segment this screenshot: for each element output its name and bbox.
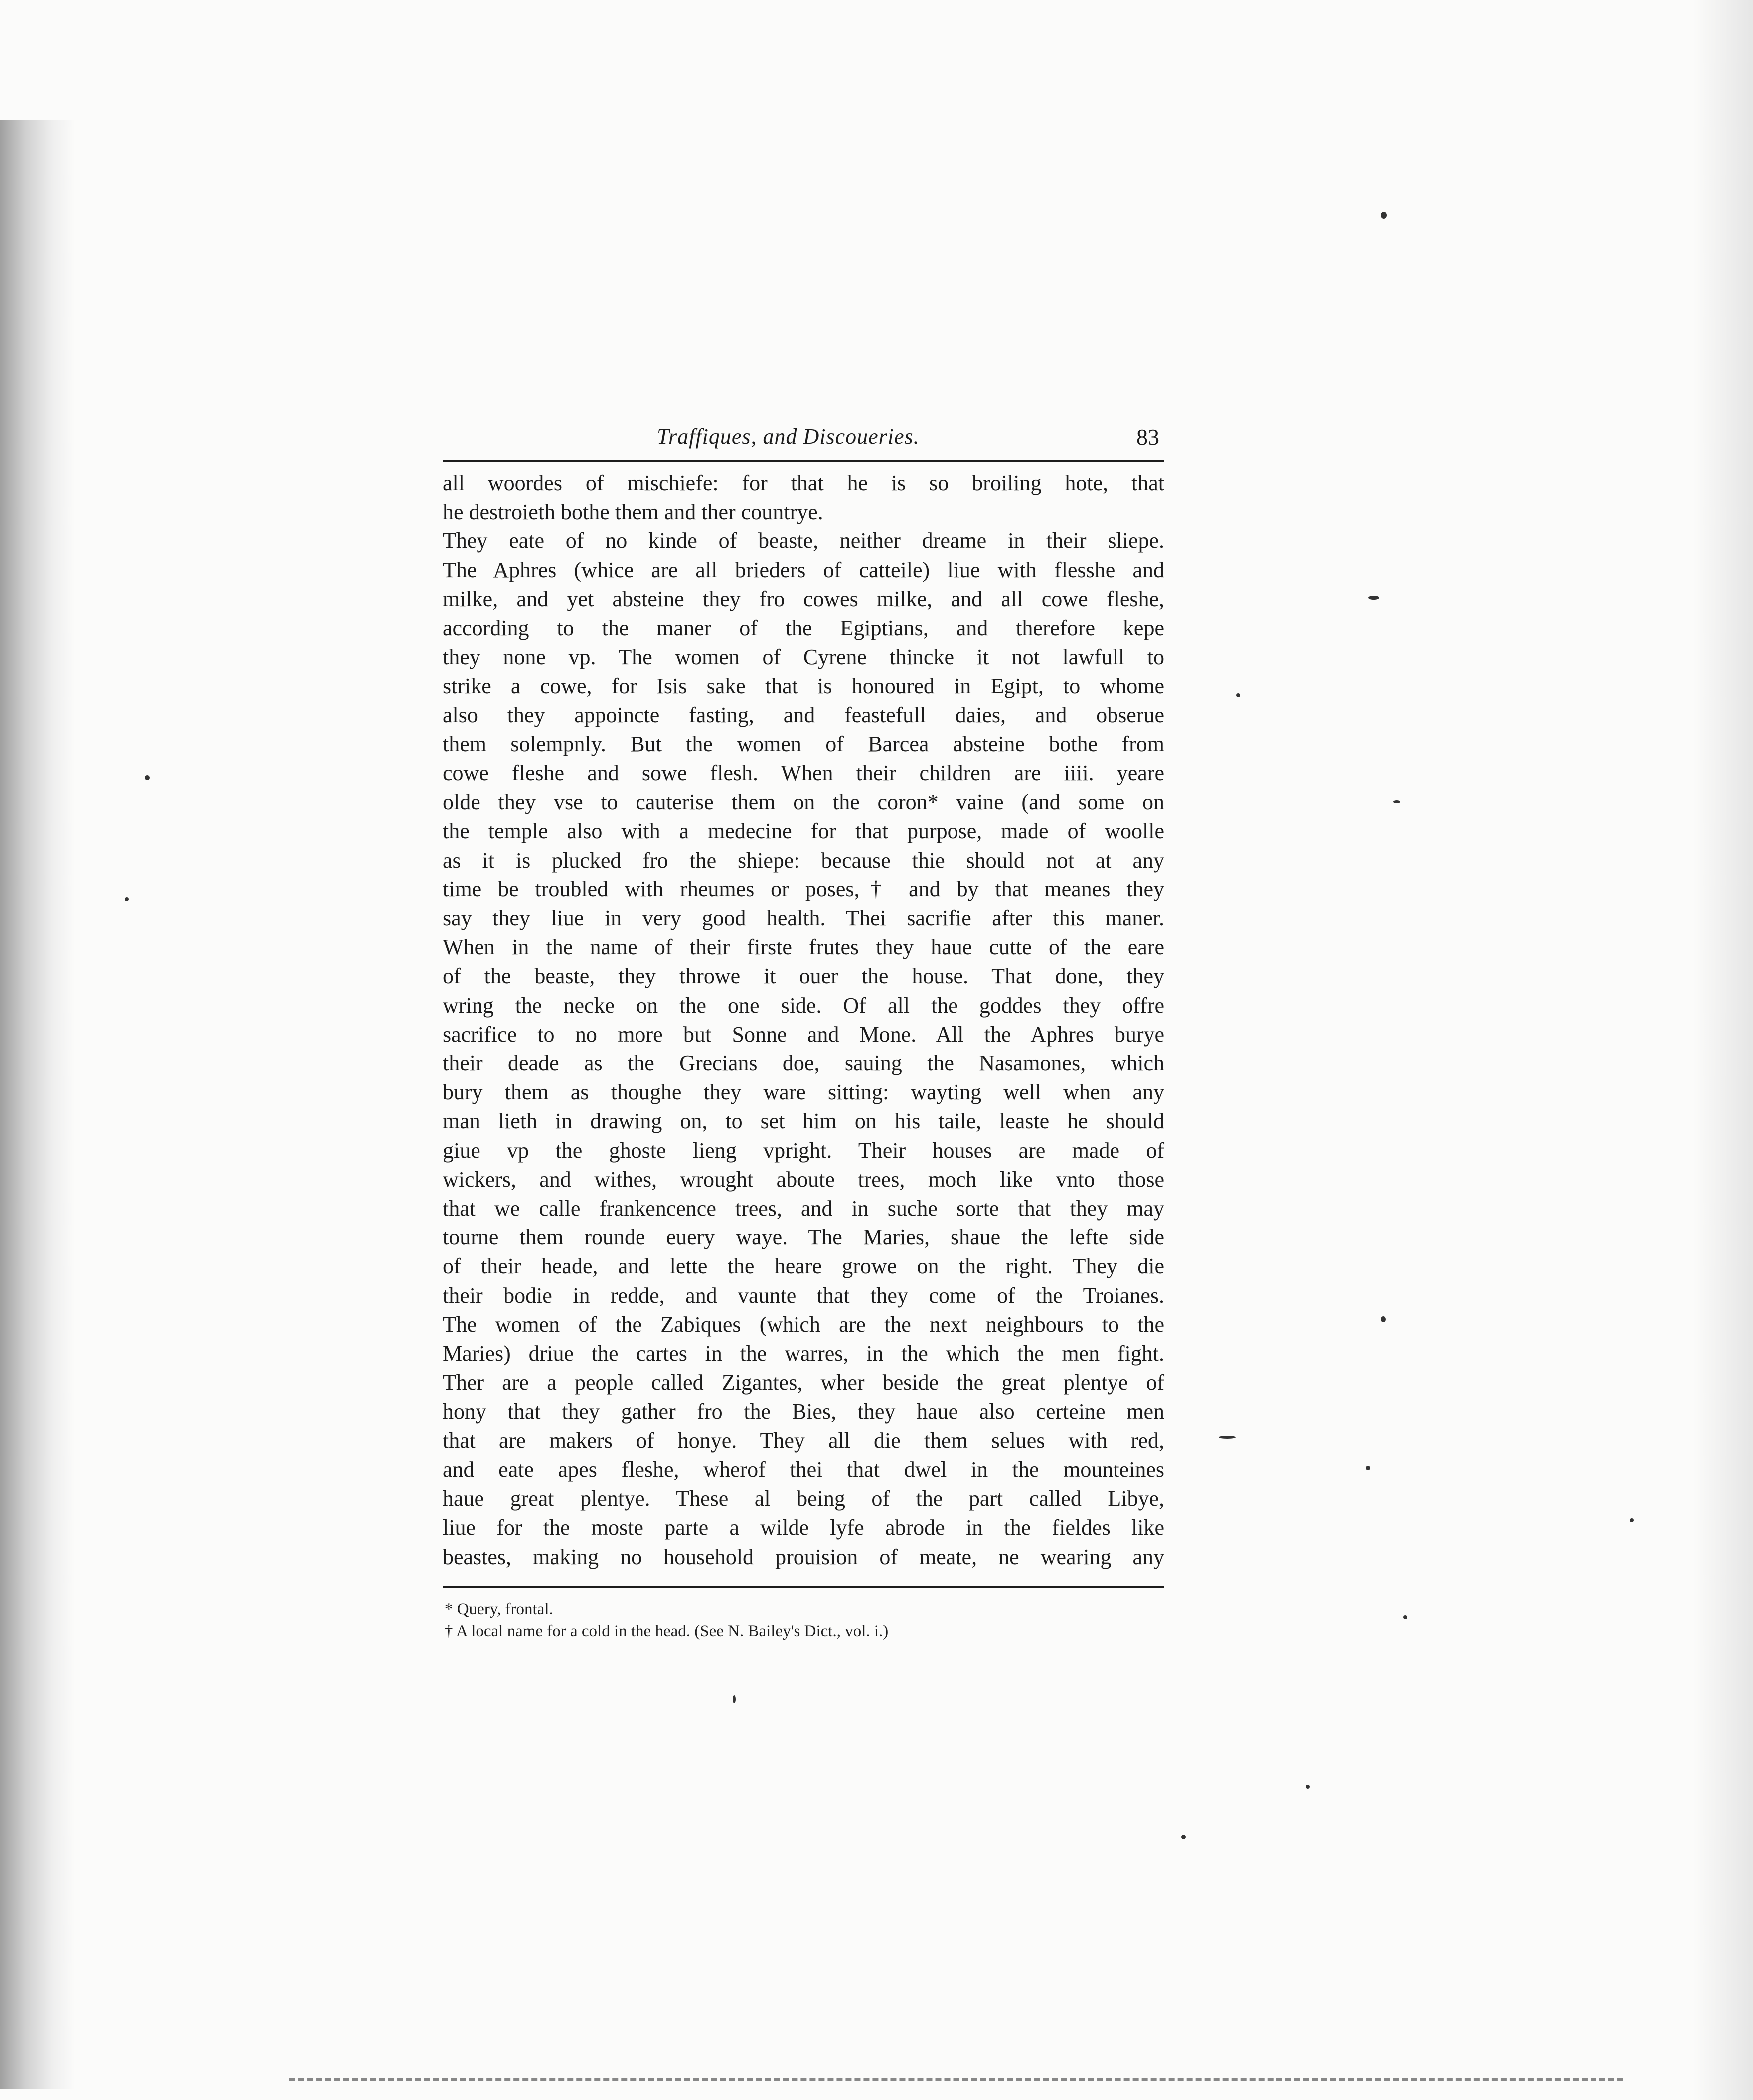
text-line: strike a cowe, for Isis sake that is honoured in Egipt, to whome — [443, 674, 1164, 699]
text-line: The Aphres (whice are all brieders of catteile) liue with flesshe and — [443, 557, 1164, 582]
text-line: tourne them rounde euery waye. The Maries, shaue the lefte side — [443, 1225, 1164, 1250]
text-line: their deade as the Grecians doe, sauing the Nasamones, which — [443, 1051, 1164, 1076]
page-edge-shadow — [1693, 0, 1753, 2100]
text-line: olde they vse to cauterise them on the coron* vaine (and some on — [443, 790, 1164, 815]
scan-speck — [125, 897, 129, 901]
text-line: that are makers of honye. They all die them selues with red, — [443, 1428, 1164, 1453]
text-line: bury them as thoughe they ware sitting: wayting well when any — [443, 1080, 1164, 1105]
running-title: Traffiques, and Discoueries. — [657, 424, 920, 449]
text-line: and eate apes fleshe, wherof thei that dwel in the mounteines — [443, 1457, 1164, 1482]
text-line: cowe fleshe and sowe flesh. When their children are iiii. yeare — [443, 761, 1164, 786]
text-line: giue vp the ghoste lieng vpright. Their houses are made of — [443, 1138, 1164, 1163]
footnote-cold-in-head: † A local name for a cold in the head. (See N. Bailey's Dict., vol. i.) — [445, 1622, 889, 1640]
text-line: beastes, making no household prouision of meate, ne wearing any — [443, 1544, 1164, 1569]
scan-speck — [733, 1695, 736, 1703]
text-line: of the beaste, they throwe it ouer the house. That done, they — [443, 964, 1164, 989]
scan-speck — [1393, 800, 1400, 803]
text-line: The women of the Zabiques (which are the next neighbours to the — [443, 1312, 1164, 1337]
scan-speck — [1306, 1785, 1310, 1789]
scan-speck — [1366, 1466, 1370, 1470]
bottom-scan-artifact — [289, 2078, 1623, 2086]
text-line: haue great plentye. These al being of the part called Libye, — [443, 1486, 1164, 1511]
text-line: of their heade, and lette the heare growe on the right. They die — [443, 1254, 1164, 1279]
footnote-rule — [443, 1586, 1164, 1588]
scan-speck — [1381, 1316, 1386, 1322]
text-line: liue for the moste parte a wilde lyfe abrode in the fieldes like — [443, 1515, 1164, 1540]
text-line: they none vp. The women of Cyrene thincke it not lawfull to — [443, 645, 1164, 670]
gutter-shadow — [0, 120, 75, 2089]
text-line: wring the necke on the one side. Of all the goddes they offre — [443, 993, 1164, 1018]
scan-speck — [1219, 1436, 1236, 1439]
text-line: Ther are a people called Zigantes, wher beside the great plentye of — [443, 1370, 1164, 1395]
text-line: sacrifice to no more but Sonne and Mone. All the Aphres burye — [443, 1022, 1164, 1047]
scan-speck — [1181, 1835, 1186, 1839]
text-line: as it is plucked fro the shiepe: because thie should not at any — [443, 848, 1164, 873]
text-line: man lieth in drawing on, to set him on his taile, leaste he should — [443, 1109, 1164, 1134]
page-number: 83 — [1136, 424, 1159, 450]
text-line: them solempnly. But the women of Barcea absteine bothe from — [443, 731, 1164, 756]
scan-speck — [1630, 1518, 1634, 1522]
text-line: their bodie in redde, and vaunte that they come of the Troianes. — [443, 1283, 1164, 1308]
scan-speck — [1381, 212, 1387, 219]
scan-speck — [1403, 1615, 1407, 1619]
text-line: the temple also with a medecine for that purpose, made of woolle — [443, 819, 1164, 844]
scan-speck — [1236, 693, 1240, 697]
running-head — [443, 424, 1164, 460]
text-line: according to the maner of the Egiptians, and therefore kepe — [443, 616, 1164, 641]
text-line: When in the name of their firste frutes they haue cutte of the eare — [443, 935, 1164, 960]
text-line: say they liue in very good health. Thei sacrifie after this maner. — [443, 906, 1164, 931]
text-line: that we calle frankencence trees, and in suche sorte that they may — [443, 1196, 1164, 1221]
text-line: all woordes of mischiefe: for that he is so broiling hote, that — [443, 471, 1164, 495]
text-line: time be troubled with rheumes or poses,† and by that meanes they — [443, 876, 1164, 901]
header-rule — [443, 460, 1164, 462]
footnotes — [443, 1598, 1164, 1642]
text-line: They eate of no kinde of beaste, neither dreame in their sliepe. — [443, 528, 1164, 553]
text-line: Maries) driue the cartes in the warres, in the which the men fight. — [443, 1341, 1164, 1366]
footnote-frontal: * Query, frontal. — [445, 1600, 553, 1618]
text-line: hony that they gather fro the Bies, they haue also certeine men — [443, 1399, 1164, 1424]
body-text — [443, 469, 1164, 1572]
scan-speck — [145, 775, 150, 780]
text-line: also they appoincte fasting, and feastefull daies, and obserue — [443, 702, 1164, 727]
text-line: milke, and yet absteine they fro cowes milke, and all cowe fleshe, — [443, 586, 1164, 611]
book-page — [443, 424, 1164, 1642]
scan-speck — [1368, 596, 1379, 600]
text-line: wickers, and withes, wrought aboute trees, moch like vnto those — [443, 1167, 1164, 1192]
text-line: he destroieth bothe them and ther countrye. — [443, 500, 823, 525]
